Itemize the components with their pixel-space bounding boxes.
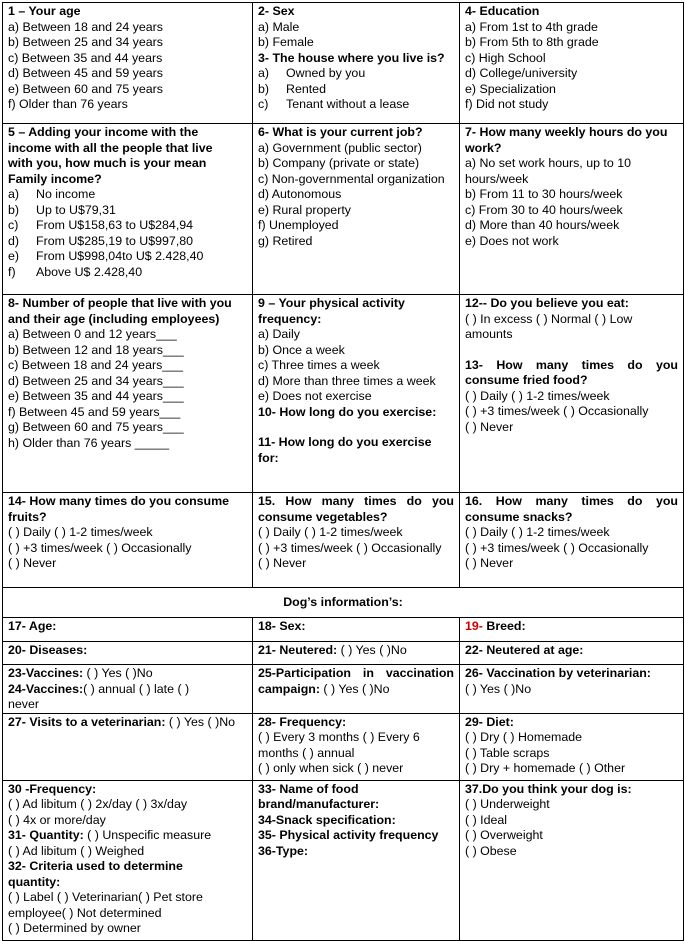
q5-option [8, 265, 247, 281]
q8-title-line: 8- Number of people that live with you [8, 296, 232, 310]
q32-line: ( ) Label ( ) Veterinarian( ) Pet store [8, 890, 203, 904]
q34-title: 34-Snack specification: [258, 812, 396, 827]
dog-row-4 [3, 713, 684, 780]
owner-row-3 [3, 295, 684, 493]
q15-line: ( ) Daily ( ) 1-2 times/week [258, 525, 403, 539]
q37-title: 37.Do you think your dog is: [465, 781, 632, 796]
q5-option-text: Above U$ 2.428,40 [36, 264, 143, 279]
q35-title: 35- Physical activity frequency [258, 828, 439, 842]
q1-title: 1 – Your age [8, 4, 81, 18]
q24-line [8, 682, 247, 698]
q14-title-line: fruits? [8, 509, 47, 524]
q19-title [465, 619, 678, 635]
q5-option-text: From U$158,63 to U$284,94 [36, 218, 194, 232]
q1-option: a) Between 18 and 24 years [8, 19, 163, 34]
q37-option: ( ) Underweight [465, 797, 550, 811]
q14-title-line: 14- How many times do you consume [8, 494, 230, 508]
q5-option-text: From U$285,19 to U$997,80 [36, 233, 194, 248]
q23-q24-cell [3, 665, 253, 714]
q12-line: ( ) In excess ( ) Normal ( ) Low [465, 311, 633, 326]
owner-row-4 [3, 493, 684, 588]
q8-cell [3, 295, 253, 493]
q1-option: f) Older than 76 years [8, 97, 128, 111]
q5-title-line: income with all the people that live [8, 140, 213, 155]
owner-row-2 [3, 124, 684, 295]
q26-cell [460, 665, 684, 714]
q29-line: ( ) Dry + homemade ( ) Other [465, 761, 626, 775]
q9-q11-cell [253, 295, 460, 493]
q13-line: ( ) Never [465, 419, 514, 434]
q4-option: a) From 1st to 4th grade [465, 19, 598, 34]
q8-option: h) Older than 76 years _____ [8, 435, 170, 450]
q15-line: ( ) Never [258, 556, 307, 570]
q10-title: 10- How long do you exercise: [258, 404, 437, 419]
q36-title: 36-Type: [258, 843, 309, 858]
q33-title-line: 33- Name of food [258, 781, 359, 796]
q3-option-key: a) [258, 66, 270, 80]
q15-cell [253, 493, 460, 588]
q1-option: c) Between 35 and 44 years [8, 50, 163, 65]
q13-title-line: 13- How many times do you [465, 357, 678, 372]
q9-option: a) Daily [258, 327, 300, 341]
q30-line: ( ) 4x or more/day [8, 812, 106, 827]
q1-option: b) Between 25 and 34 years [8, 35, 163, 49]
q29-cell [460, 713, 684, 780]
q2-title: 2- Sex [258, 4, 295, 18]
q4-option: d) College/university [465, 66, 578, 80]
q4-title: 4- Education [465, 4, 540, 18]
q32-line: ( ) Determined by owner [8, 921, 141, 935]
q8-option: d) Between 25 and 34 years___ [8, 373, 184, 388]
q25-title-2: campaign: [258, 681, 320, 696]
q30-q32-cell [3, 780, 253, 940]
q8-option: c) Between 18 and 24 years___ [8, 358, 183, 372]
q29-line: ( ) Table scraps [465, 745, 550, 760]
q21-cell [253, 642, 460, 665]
q26-title: 26- Vaccination by veterinarian: [465, 666, 651, 680]
q3-option-text: Owned by you [286, 66, 366, 80]
dog-row-5 [3, 780, 684, 940]
q7-title-line: work? [465, 140, 502, 155]
q5-option-key: e) [8, 249, 20, 263]
q32-line: employee( ) Not determined [8, 905, 162, 920]
q31-options: ( ) Unspecific measure [83, 828, 212, 842]
questionnaire-table [2, 2, 684, 941]
q7-option: hours/week [465, 171, 529, 186]
dog-row-3 [3, 665, 684, 714]
q28-title: 28- Frequency: [258, 714, 347, 729]
q3-option-text: Rented [286, 81, 326, 96]
q9-option: c) Three times a week [258, 358, 380, 372]
q2-q3-cell [253, 3, 460, 124]
q13-line: ( ) Daily ( ) 1-2 times/week [465, 388, 610, 403]
q8-option: e) Between 35 and 44 years___ [8, 389, 184, 403]
q3-option-key: c) [258, 97, 269, 111]
q24-title: 24-Vaccines: [8, 681, 84, 696]
q27-cell [3, 713, 253, 780]
q6-option: b) Company (private or state) [258, 156, 420, 170]
q32-title-line: quantity: [8, 874, 61, 889]
q15-line: ( ) +3 times/week ( ) Occasionally [258, 540, 442, 555]
q6-option: c) Non-governmental organization [258, 171, 445, 186]
q5-option-key: d) [8, 233, 20, 248]
q25-line-2 [258, 682, 454, 698]
q11-title-line: for: [258, 450, 279, 465]
q27-options: ( ) Yes ( )No [165, 714, 236, 729]
q23-title: 23-Vaccines: [8, 666, 84, 680]
q5-option-key: f) [8, 264, 16, 279]
q21-line [258, 643, 454, 659]
q18-title: 18- Sex: [258, 619, 306, 633]
q7-option: e) Does not work [465, 233, 559, 248]
q5-option-text: From U$998,04to U$ 2.428,40 [36, 249, 204, 263]
q14-line: ( ) Never [8, 556, 57, 570]
q8-option: b) Between 12 and 18 years___ [8, 342, 184, 357]
q7-option: c) From 30 to 40 hours/week [465, 202, 623, 217]
q5-title-line: 5 – Adding your income with the [8, 125, 199, 139]
q28-line: ( ) Every 3 months ( ) Every 6 [258, 730, 420, 744]
q18-cell [253, 618, 460, 642]
q22-title: 22- Neutered at age: [465, 643, 584, 657]
q19-label: Breed: [482, 619, 526, 633]
q7-option: a) No set work hours, up to 10 [465, 156, 631, 170]
q8-option: g) Between 60 and 75 years___ [8, 420, 184, 434]
q31-line-2: ( ) Ad libitum ( ) Weighed [8, 843, 145, 858]
q5-cell [3, 124, 253, 295]
q2-option: b) Female [258, 35, 314, 49]
q9-title-line: frequency: [258, 311, 322, 326]
q5-option [8, 234, 247, 250]
q16-line: ( ) +3 times/week ( ) Occasionally [465, 540, 649, 555]
q25-options: ( ) Yes ( )No [319, 681, 390, 696]
q22-cell [460, 642, 684, 665]
dog-section-header: Dog’s information’s: [3, 588, 684, 618]
q5-title-line: with you, how much is your mean [8, 156, 207, 170]
q12-line: amounts [465, 327, 513, 341]
q9-option: b) Once a week [258, 342, 345, 357]
q12-q13-cell [460, 295, 684, 493]
q23-options: ( ) Yes ( )No [83, 666, 153, 680]
q28-line: months ( ) annual [258, 745, 355, 760]
q17-title: 17- Age: [8, 619, 57, 633]
q4-option: f) Did not study [465, 97, 549, 111]
q21-title: 21- Neutered: [258, 643, 338, 657]
q16-line: ( ) Never [465, 556, 514, 570]
q7-cell [460, 124, 684, 295]
q29-line: ( ) Dry ( ) Homemade [465, 730, 583, 744]
q8-option: f) Between 45 and 59 years___ [8, 404, 181, 419]
q6-title: 6- What is your current job? [258, 125, 423, 139]
q19-number: 19- [465, 619, 483, 633]
q30-title: 30 -Frequency: [8, 781, 97, 796]
q27-line [8, 715, 247, 731]
q15-title-line: 15. How many times do you [258, 494, 454, 508]
q7-option: b) From 11 to 30 hours/week [465, 187, 623, 201]
q9-option: e) Does not exercise [258, 389, 372, 403]
q3-title: 3- The house where you live is? [258, 50, 445, 65]
q12-title: 12-- Do you believe you eat: [465, 296, 629, 310]
q16-title-line: 16. How many times do you [465, 494, 678, 508]
q16-title-line: consume snacks? [465, 509, 573, 524]
q6-option: f) Unemployed [258, 218, 339, 232]
q5-option-key: a) [8, 187, 20, 201]
dog-row-1 [3, 618, 684, 642]
q4-option: b) From 5th to 8th grade [465, 35, 599, 49]
q11-title-line: 11- How long do you exercise [258, 435, 432, 449]
q5-option [8, 203, 247, 219]
q14-line: ( ) +3 times/week ( ) Occasionally [8, 540, 192, 555]
q20-cell [3, 642, 253, 665]
dog-row-2 [3, 642, 684, 665]
q9-title-line: 9 – Your physical activity [258, 296, 405, 310]
q3-option [258, 82, 454, 98]
q1-cell [3, 3, 253, 124]
q37-option: ( ) Obese [465, 843, 517, 858]
q9-option: d) More than three times a week [258, 373, 436, 388]
q3-option-text: Tenant without a lease [286, 97, 410, 111]
q6-option: e) Rural property [258, 202, 351, 217]
q8-title-line: and their age (including employees) [8, 311, 220, 326]
q30-line: ( ) Ad libitum ( ) 2x/day ( ) 3x/day [8, 797, 188, 811]
q7-option: d) More than 40 hours/week [465, 218, 620, 232]
q13-line: ( ) +3 times/week ( ) Occasionally [465, 404, 649, 418]
q24-line-2: never [8, 697, 39, 711]
q16-cell [460, 493, 684, 588]
q29-title: 29- Diet: [465, 714, 514, 729]
q14-line: ( ) Daily ( ) 1-2 times/week [8, 525, 153, 539]
q5-option-key: b) [8, 202, 20, 217]
q19-cell [460, 618, 684, 642]
q25-cell [253, 665, 460, 714]
q26-options: ( ) Yes ( )No [465, 681, 532, 696]
q17-cell [3, 618, 253, 642]
q1-option: d) Between 45 and 59 years [8, 66, 163, 80]
q16-line: ( ) Daily ( ) 1-2 times/week [465, 525, 610, 539]
q3-option-key: b) [258, 81, 270, 96]
q23-line [8, 666, 247, 682]
q4-option: e) Specialization [465, 81, 556, 96]
q2-option: a) Male [258, 19, 300, 34]
q14-cell [3, 493, 253, 588]
q27-title: 27- Visits to a veterinarian: [8, 714, 166, 729]
q5-option-text: Up to U$79,31 [36, 202, 116, 217]
q3-option [258, 66, 454, 82]
q4-cell [460, 3, 684, 124]
q33-q36-cell [253, 780, 460, 940]
q28-line: ( ) only when sick ( ) never [258, 761, 404, 775]
q37-cell [460, 780, 684, 940]
q32-title-line: 32- Criteria used to determine [8, 859, 183, 873]
q20-title: 20- Diseases: [8, 643, 88, 657]
q1-option: e) Between 60 and 75 years [8, 81, 163, 96]
q15-title-line: consume vegetables? [258, 509, 388, 524]
q5-title-line: Family income? [8, 171, 102, 186]
q3-option [258, 97, 454, 113]
q6-option: a) Government (public sector) [258, 140, 422, 155]
q5-option-key: c) [8, 218, 19, 232]
q37-option: ( ) Ideal [465, 812, 508, 827]
q6-cell [253, 124, 460, 295]
q5-option [8, 218, 247, 234]
q31-title: 31- Quantity: [8, 828, 84, 842]
q25-title: 25-Participation in vaccination [258, 666, 454, 680]
q7-title-line: 7- How many weekly hours do you [465, 125, 668, 139]
q13-title-line: consume fried food? [465, 373, 588, 387]
q5-option [8, 249, 247, 265]
owner-row-1 [3, 3, 684, 124]
q8-option: a) Between 0 and 12 years___ [8, 327, 177, 341]
q5-option-text: No income [36, 187, 96, 201]
q37-option: ( ) Overweight [465, 828, 543, 842]
q6-option: d) Autonomous [258, 187, 342, 201]
q24-options: ( ) annual ( ) late ( ) [83, 681, 190, 696]
q6-option: g) Retired [258, 233, 313, 248]
q31-line [8, 828, 247, 844]
q33-title-line: brand/manufacturer: [258, 797, 380, 811]
q28-cell [253, 713, 460, 780]
q5-option [8, 187, 247, 203]
q4-option: c) High School [465, 50, 546, 65]
dog-header-row [3, 588, 684, 618]
q21-options: ( ) Yes ( )No [337, 643, 407, 657]
